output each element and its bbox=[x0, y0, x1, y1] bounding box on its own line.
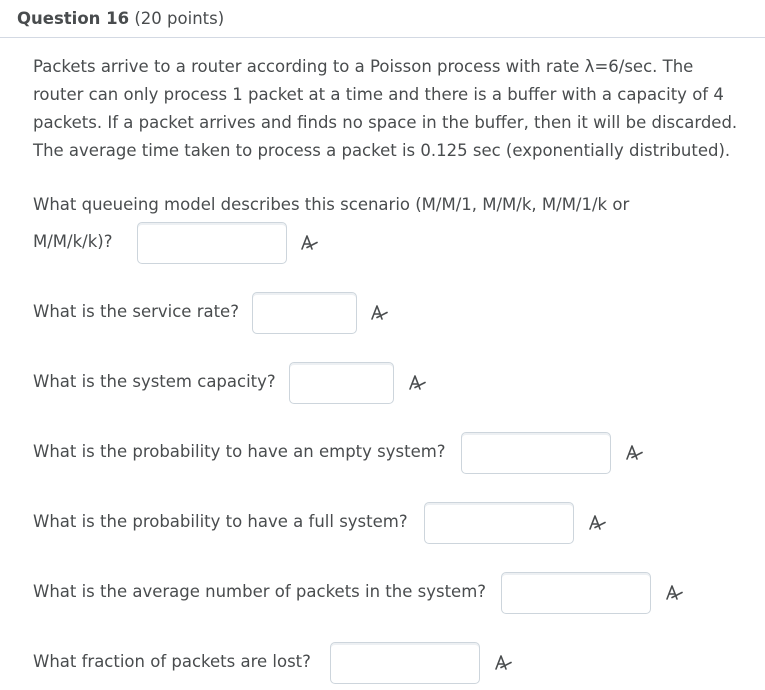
prompt-fraction-lost: What fraction of packets are lost? bbox=[33, 652, 311, 671]
intro-line: packets. If a packet arrives and finds no space in the buffer, then it will be discarded. bbox=[33, 113, 738, 132]
equation-editor-icon[interactable] bbox=[586, 511, 610, 535]
equation-editor-icon[interactable] bbox=[298, 231, 322, 255]
answer-fraction-lost-input[interactable] bbox=[330, 642, 480, 684]
question-title bbox=[17, 9, 224, 29]
question-points: (20 points) bbox=[134, 9, 225, 28]
intro-line: Packets arrive to a router according to a Poisson process with rate λ=6/sec. The bbox=[33, 57, 694, 76]
intro-line: router can only process 1 packet at a time and there is a buffer with a capacity of 4 bbox=[33, 85, 724, 104]
prompt-queueing-model: What queueing model describes this scenario (M/M/1, M/M/k, M/M/1/k or bbox=[33, 195, 630, 214]
equation-editor-icon[interactable] bbox=[368, 301, 392, 325]
prompt-service-rate: What is the service rate? bbox=[33, 302, 239, 321]
equation-editor-icon[interactable] bbox=[492, 651, 516, 675]
prompt-average-packets: What is the average number of packets in the system? bbox=[33, 582, 487, 601]
answer-queueing-model-input[interactable] bbox=[137, 222, 287, 264]
answer-system-capacity-input[interactable] bbox=[289, 362, 394, 404]
answer-average-packets-input[interactable] bbox=[501, 572, 651, 614]
answer-full-system-input[interactable] bbox=[424, 502, 574, 544]
prompt-queueing-model-cont: M/M/k/k)? bbox=[33, 232, 113, 251]
equation-editor-icon[interactable] bbox=[406, 371, 430, 395]
question-intro bbox=[33, 53, 755, 165]
equation-editor-icon[interactable] bbox=[623, 441, 647, 465]
equation-editor-icon[interactable] bbox=[663, 581, 687, 605]
question-header bbox=[0, 0, 765, 38]
question-number: Question 16 bbox=[17, 9, 130, 28]
prompt-system-capacity: What is the system capacity? bbox=[33, 372, 276, 391]
answer-empty-system-input[interactable] bbox=[461, 432, 611, 474]
prompt-empty-system-probability: What is the probability to have an empty system? bbox=[33, 442, 446, 461]
intro-line: The average time taken to process a packet is 0.125 sec (exponentially distributed). bbox=[33, 141, 731, 160]
prompt-full-system-probability: What is the probability to have a full system? bbox=[33, 512, 408, 531]
answer-service-rate-input[interactable] bbox=[252, 292, 357, 334]
